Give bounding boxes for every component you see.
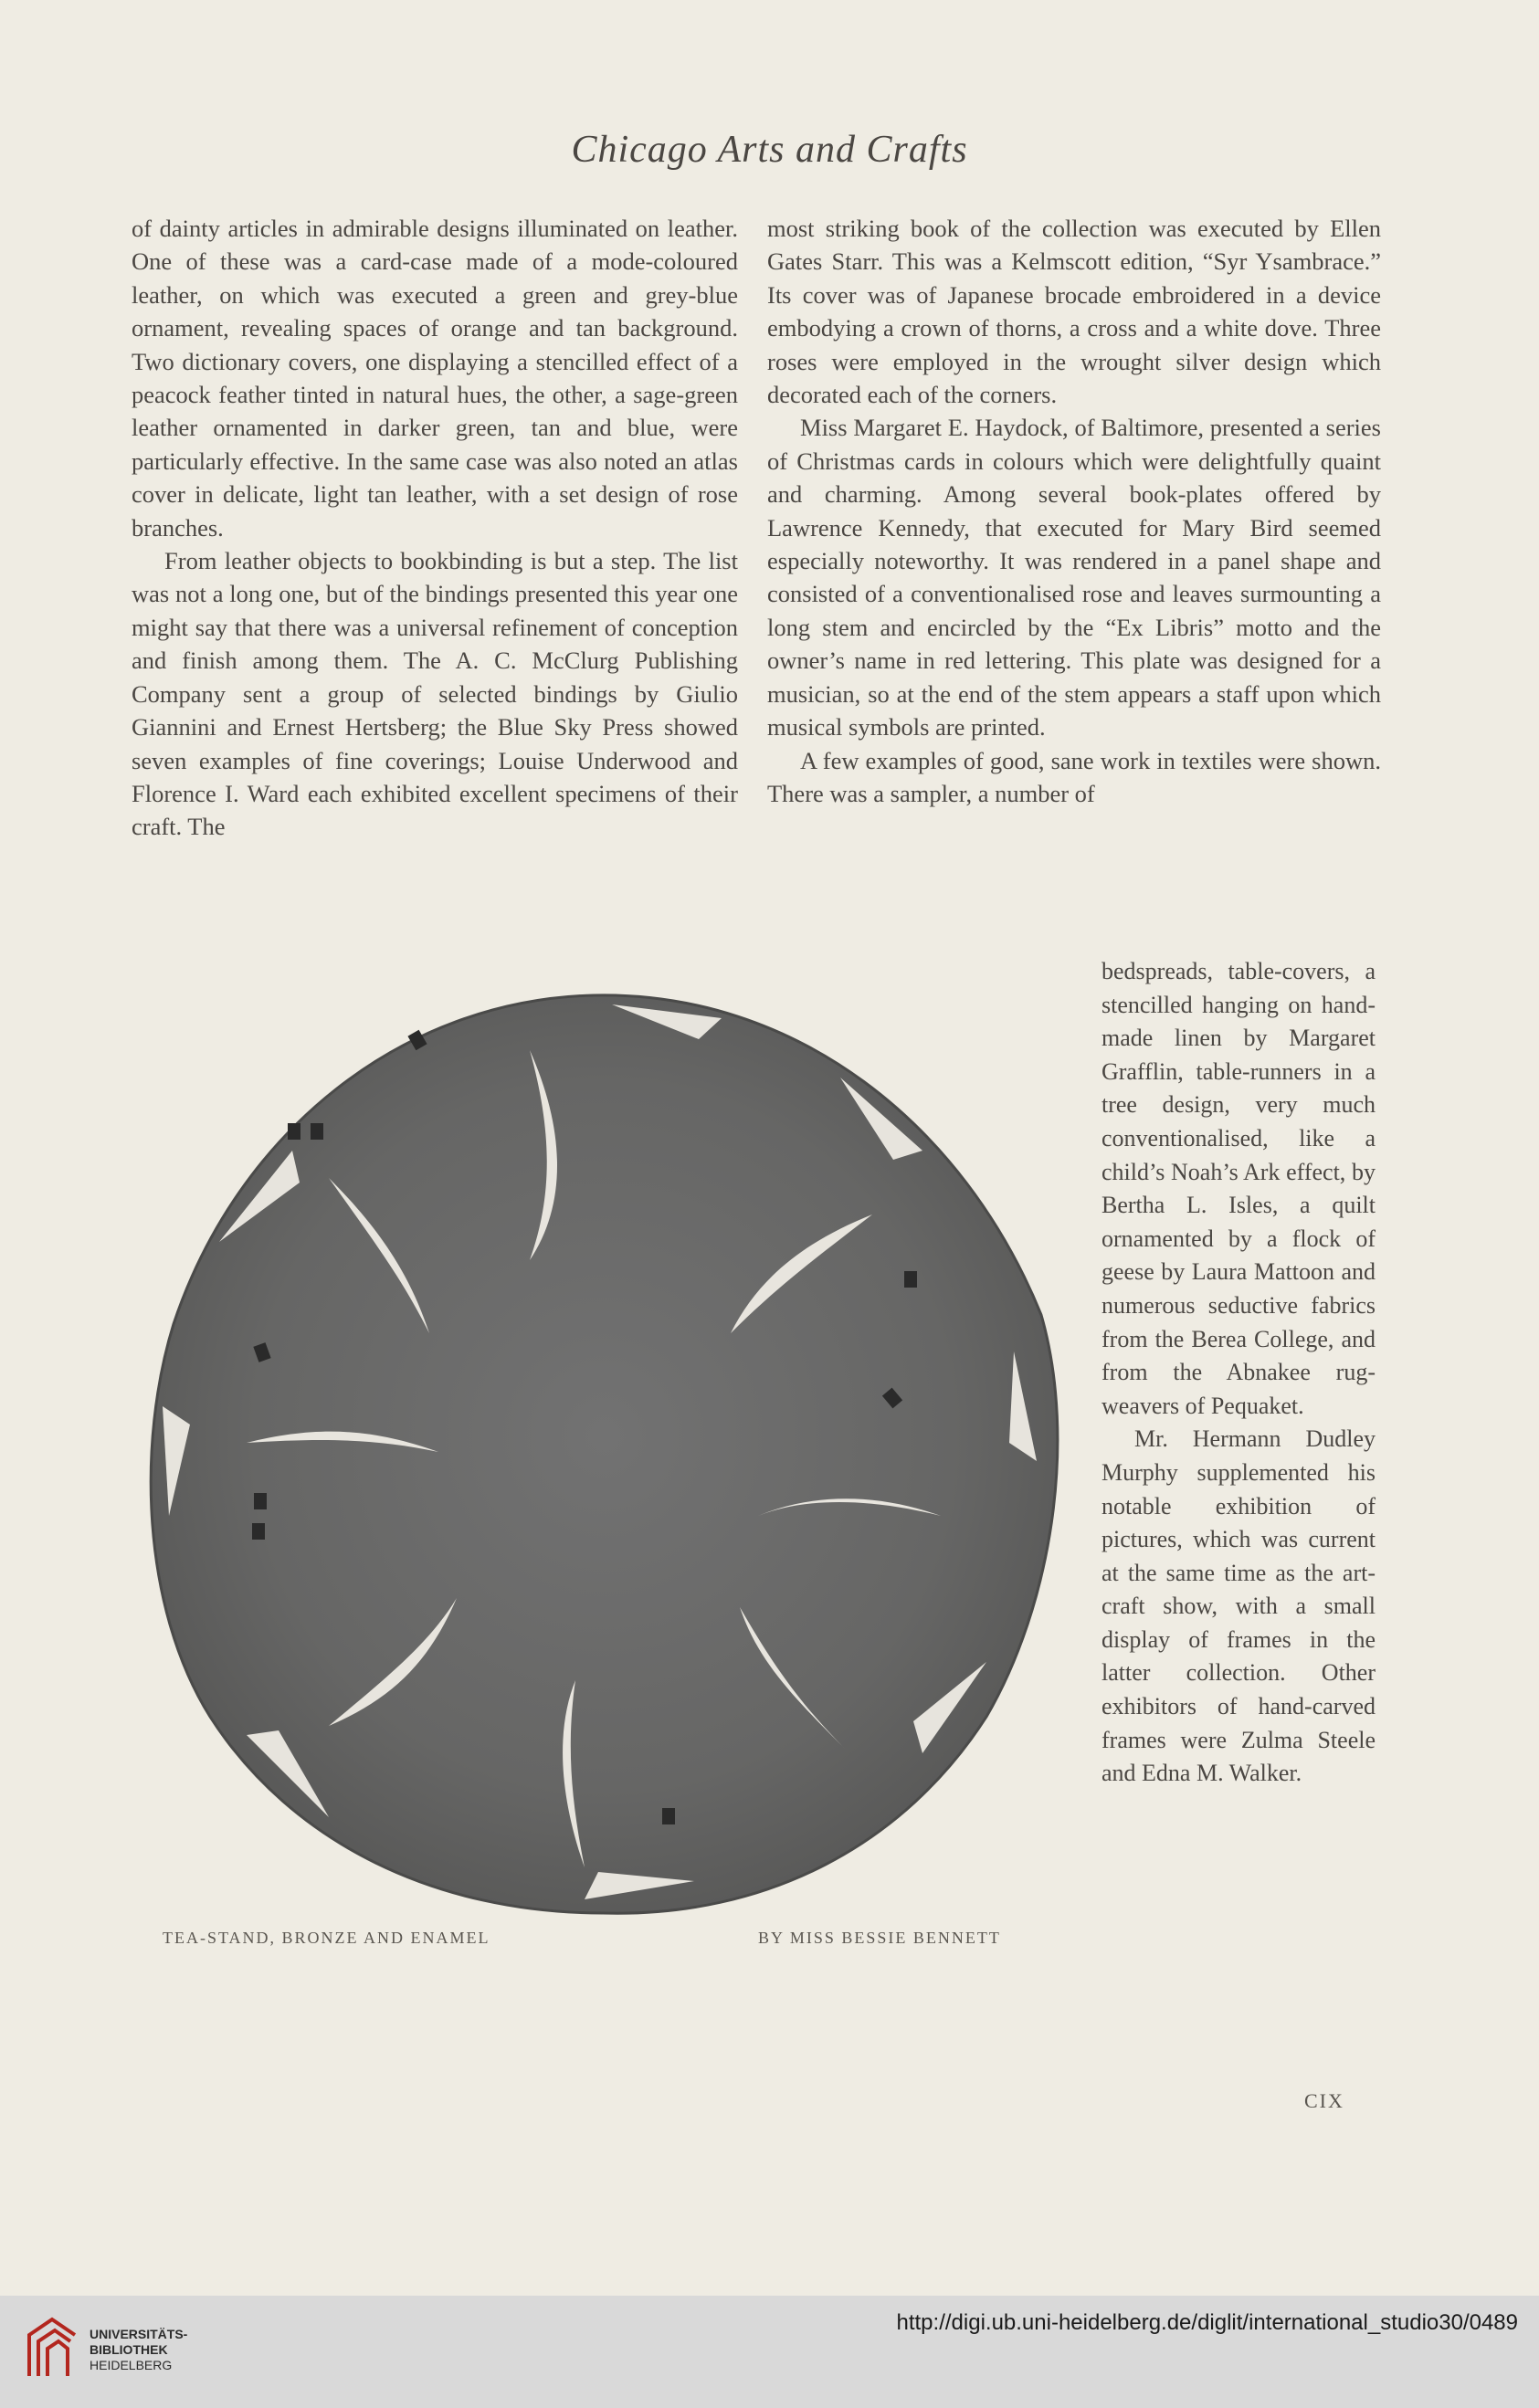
figure-caption-credit: BY MISS BESSIE BENNETT: [758, 1929, 1001, 1947]
page-number: CIX: [1304, 2089, 1344, 2112]
left-paragraph-1: of dainty articles in admirable designs illuminated on leather. One of these was a card-case made of a mode-coloured leather, on which was executed a green and grey-blue ornament, revealing spaces of orange and tan background. Two dictionary covers, one displaying a stencilled effect of a peacock feather tinted in natural hues, the other, a sage-green leather ornamented in darker green, tan and blue, were particularly effective. In the same case was also noted an atlas cover in delicate, light tan leather, with a set design of rose branches.: [132, 215, 738, 542]
library-name: [90, 2327, 187, 2373]
right-paragraph-2: Miss Margaret E. Haydock, of Baltimore, presented a series of Christmas cards in colours which were delightfully quaint and charming. Among several book-plates offered by Lawrence Kennedy, that executed for Mary Bird seemed especially noteworthy. It was rendered in a panel shape and consisted of a conventionalised rose and leaves surmounting a long stem and encircled by the “Ex Libris” motto and the owner’s name in red lettering. This plate was designed for a musician, so at the end of the stem appears a staff upon which musical symbols are printed.: [767, 414, 1381, 741]
right-narrow-column: [1102, 955, 1376, 1791]
left-paragraph-2: From leather objects to bookbinding is but a step. The list was not a long one, but of the bindings presented this year one might say that there was a universal refinement of conception and finish among them. The A. C. McClurg Publishing Company sent a group of selected bindings by Giulio Giannini and Ernest Hertsberg; the Blue Sky Press showed seven examples of fine coverings; Louise Underwood and Florence I. Ward each exhibited excellent specimens of their craft. The: [132, 547, 738, 841]
right-paragraph-1: most striking book of the collection was executed by Ellen Gates Starr. This was a Kelmscott edition, “Syr Ysambrace.” Its cover was of Japanese brocade embroidered in a device embodying a crown of thorns, a cross and a white dove. Three roses were employed in the wrought silver design which decorated each of the corners.: [767, 215, 1381, 409]
tea-stand-illustration: [137, 968, 1069, 1918]
left-column: [132, 212, 738, 844]
library-name-line-2: BIBLIOTHEK: [90, 2342, 168, 2357]
right-column: [767, 212, 1381, 810]
narrow-paragraph-2: Mr. Hermann Dudley Murphy supplemented his notable exhibition of pictures, which was current at the same time as the art-craft show, with a small display of frames in the latter collection. Other exhibitors of hand-carved frames were Zulma Steele and Edna M. Walker.: [1102, 1425, 1376, 1787]
library-name-line-3: HEIDELBERG: [90, 2358, 173, 2372]
library-logo-icon: [20, 2312, 84, 2385]
page-title: Chicago Arts and Crafts: [571, 129, 968, 171]
source-url-link[interactable]: http://digi.ub.uni-heidelberg.de/diglit/international_studio30/0489: [896, 2310, 1518, 2335]
figure-caption-title: TEA-STAND, BRONZE AND ENAMEL: [163, 1929, 490, 1947]
right-paragraph-3: A few examples of good, sane work in textiles were shown. There was a sampler, a number of: [767, 746, 1381, 807]
narrow-paragraph-1: bedspreads, table-covers, a stencilled hanging on hand-made linen by Margaret Grafflin, table-runners in a tree design, very much conventionalised, like a child’s Noah’s Ark effect, by Bertha L. Isles, a quilt ornamented by a flock of geese by Laura Mattoon and numerous seductive fabrics from the Berea College, and from the Abnakee rug-weavers of Pequaket.: [1102, 958, 1376, 1419]
library-name-line-1: UNIVERSITÄTS-: [90, 2327, 188, 2341]
